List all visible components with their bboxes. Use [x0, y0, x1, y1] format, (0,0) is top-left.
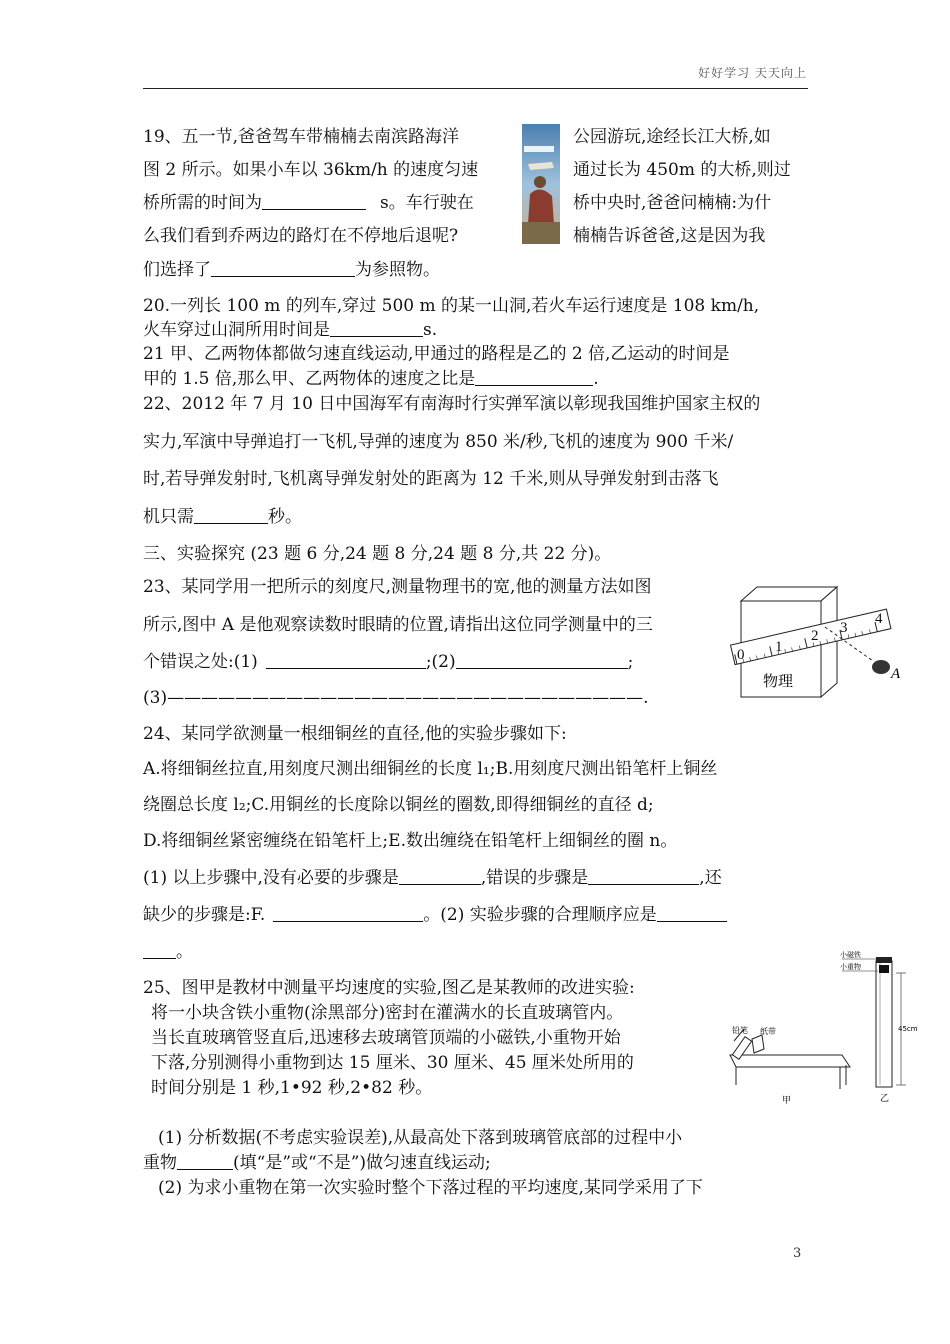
answer-blank[interactable] — [177, 1152, 233, 1170]
q24-line1: 24、某同学欲测量一根细铜丝的直径,他的实验步骤如下: — [143, 724, 567, 744]
header-rule — [143, 88, 808, 89]
answer-blank[interactable] — [211, 259, 355, 277]
q25-line4: 下落,分别测得小重物到达 15 厘米、30 厘米、45 厘米处所用的 — [151, 1053, 634, 1073]
q25-line1: 25、图甲是教材中测量平均速度的实验,图乙是某教师的改进实验: — [143, 978, 635, 998]
q24-line2: A.将细铜丝拉直,用刻度尺测出细铜丝的长度 l₁;B.用刻度尺测出铅笔杆上铜丝 — [143, 759, 718, 779]
caption-yi: 乙 — [880, 1094, 890, 1104]
bridge-photo — [522, 124, 560, 244]
running-header: 好好学习 天天向上 — [698, 66, 807, 80]
q24-line5: (1) 以上步骤中,没有必要的步骤是 ,错误的步骤是 ,还 — [143, 868, 722, 888]
ruler-tick-label: 3 — [840, 620, 848, 636]
q25-line2: 将一小块含铁小重物(涂黑部分)密封在灌满水的长直玻璃管内。 — [151, 1003, 624, 1023]
ruler-tick-label: 2 — [811, 628, 819, 644]
q19-line5: 们选择了 为参照物。 — [143, 260, 440, 280]
q22-line2: 实力,军演中导弹追打一飞机,导弹的速度为 850 米/秒,飞机的速度为 900 千米/ — [143, 432, 734, 452]
answer-blank[interactable] — [588, 867, 699, 885]
q23-line2: 所示,图中 A 是他观察读数时眼睛的位置,请指出这位同学测量中的三 — [143, 615, 653, 635]
q25-line8: (2) 为求小重物在第一次实验时整个下落过程的平均速度,某同学采用了下 — [158, 1178, 703, 1198]
book-label: 物理 — [763, 672, 794, 690]
q20-line2: 火车穿过山洞所用时间是 s. — [143, 320, 438, 340]
answer-blank[interactable] — [456, 651, 628, 669]
q23-line1: 23、某同学用一把所示的刻度尺,测量物理书的宽,他的测量方法如图 — [143, 577, 652, 597]
section-title: 三、实验探究 (23 题 6 分,24 题 8 分,24 题 8 分,共 22 分)。 — [143, 544, 612, 564]
answer-blank[interactable] — [262, 192, 366, 210]
q25-line6: (1) 分析数据(不考虑实验误差),从最高处下落到玻璃管底部的过程中小 — [158, 1128, 683, 1148]
answer-blank[interactable] — [399, 867, 481, 885]
answer-blank[interactable] — [657, 904, 727, 922]
q19-line3b: 桥中央时,爸爸问楠楠:为什 — [573, 193, 772, 213]
magnet-label: 小磁铁 — [840, 951, 861, 959]
q21-line1: 21 甲、乙两物体都做匀速直线运动,甲通过的路程是乙的 2 倍,乙运动的时间是 — [143, 344, 730, 364]
answer-blank[interactable] — [273, 904, 423, 922]
answer-blank[interactable] — [194, 506, 268, 524]
pencil-label: 铅笔 — [732, 1026, 748, 1035]
caption-jia: 甲 — [782, 1096, 792, 1106]
ruler-figure — [733, 583, 905, 703]
q24-line3: 绕圈总长度 l₂;C.用铜丝的长度除以铜丝的圈数,即得细铜丝的直径 d; — [143, 795, 654, 815]
ruler-tick-label: 4 — [875, 611, 883, 627]
q19-line4b: 楠楠告诉爸爸,这是因为我 — [573, 226, 766, 246]
q19-line1a: 19、五一节,爸爸驾车带楠楠去南滨路海洋 — [143, 127, 460, 147]
ruler-tick-label: 1 — [775, 639, 783, 655]
q20-line1: 20.一列长 100 m 的列车,穿过 500 m 的某一山洞,若火车运行速度是 108 km/h, — [143, 296, 760, 316]
q22-line4: 机只需 秒。 — [143, 507, 302, 527]
answer-blank[interactable] — [143, 941, 176, 959]
q19-line3a: 桥所需的时间为 s。车行驶在 — [143, 193, 474, 213]
figure-yi — [836, 947, 916, 1107]
q23-line3: 个错误之处:(1) ;(2) ; — [143, 652, 634, 672]
q25-line3: 当长直玻璃管竖直后,迅速移去玻璃管顶端的小磁铁,小重物开始 — [151, 1028, 621, 1048]
ruler-tick-label: 0 — [737, 647, 745, 663]
q22-line1: 22、2012 年 7 月 10 日中国海军有南海时行实弹军演以彰现我国维护国家主权的 — [143, 394, 761, 414]
q24-line6: 缺少的步骤是:F. 。(2) 实验步骤的合理顺序应是 — [143, 903, 727, 927]
answer-blank[interactable] — [475, 368, 593, 386]
paper-label: 纸带 — [760, 1027, 776, 1036]
q25-line5: 时间分别是 1 秒,1•92 秒,2•82 秒。 — [151, 1078, 433, 1098]
q24-line4: D.将细铜丝紧密缠绕在铅笔杆上;E.数出缠绕在铅笔杆上细铜丝的圈 n。 — [143, 831, 678, 851]
answer-blank[interactable] — [266, 651, 426, 669]
page-number: 3 — [793, 1246, 802, 1261]
q19-line4a: 么我们看到乔两边的路灯在不停地后退呢? — [143, 226, 459, 246]
figure-jia — [722, 1025, 852, 1105]
q22-line3: 时,若导弹发射时,飞机离导弹发射处的距离为 12 千米,则从导弹发射到击落飞 — [143, 469, 719, 489]
q19-line2a: 图 2 所示。如果小车以 36km/h 的速度匀速 — [143, 160, 479, 180]
answer-blank[interactable] — [330, 319, 423, 337]
length-label: 45cm — [898, 1025, 918, 1033]
q23-line4: (3)————————————————————————————. — [143, 688, 649, 708]
q19-line1b: 公园游玩,途经长江大桥,如 — [573, 127, 771, 147]
weight-label: 小重物 — [840, 963, 861, 971]
q19-line2b: 通过长为 450m 的大桥,则过 — [573, 160, 791, 180]
eye-label: A — [891, 666, 901, 682]
q25-line7: 重物 (填“是”或“不是”)做匀速直线运动; — [143, 1153, 491, 1173]
q21-line2: 甲的 1.5 倍,那么甲、乙两物体的速度之比是 . — [143, 369, 599, 389]
q24-line7: 。 — [143, 940, 193, 964]
